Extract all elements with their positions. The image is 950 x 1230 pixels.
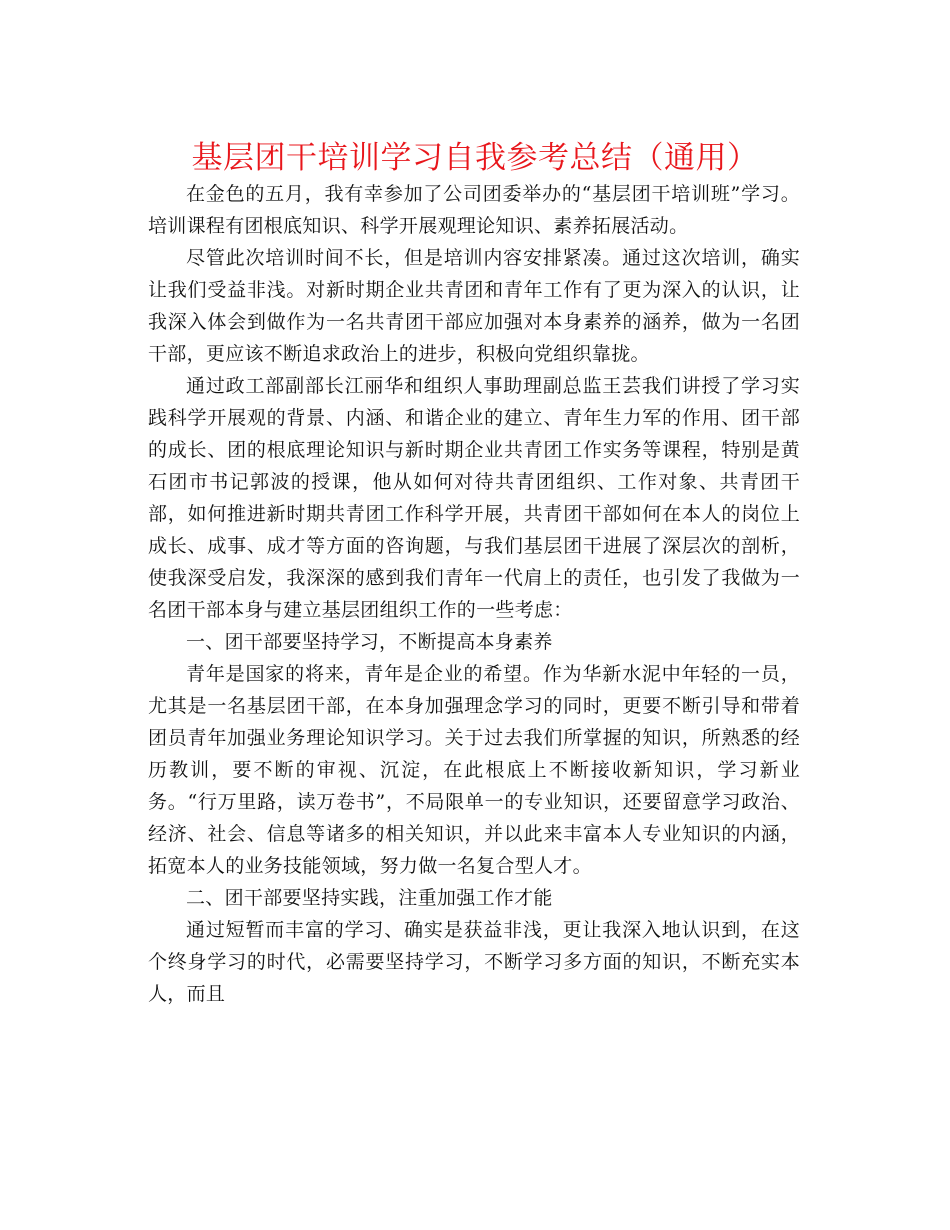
paragraph-section-2: 通过短暂而丰富的学习、确实是获益非浅，更让我深入地认识到，在这个终身学习的时代，必需要坚持学习，不断学习多方面的知识，不断充实本人，而且 xyxy=(148,919,800,1005)
paragraph-section-1: 青年是国家的将来，青年是企业的希望。作为华新水泥中年轻的一员，尤其是一名基层团干部，在本身加强理念学习的同时，更要不断引导和带着团员青年加强业务理论知识学习。关于过去我们所掌握的知识，所熟悉的经历教训，要不断的审视、沉淀，在此根底上不断接收新知识，学习新业务。“行万里路，读万卷书”，不局限单一的专业知识，还要留意学习政治、经济、社会、信息等诸多的相关知识，并以此来丰富本人专业知识的内涵，拓宽本人的业务技能领域，努力做一名复合型人才。 xyxy=(148,663,800,877)
paragraph-course-content: 通过政工部副部长江丽华和组织人事助理副总监王芸我们讲授了学习实践科学开展观的背景、内涵、和谐企业的建立、青年生力军的作用、团干部的成长、团的根底理论知识与新时期企业共青团工作实务等课程，特别是黄石团市书记郭波的授课，他从如何对待共青团组织、工作对象、共青团干部，如何推进新时期共青团工作科学开展，共青团干部如何在本人的岗位上成长、成事、成才等方面的咨询题，与我们基层团干进展了深层次的剖析，使我深受启发，我深深的感到我们青年一代肩上的责任，也引发了我做为一名团干部本身与建立基层团组织工作的一些考虑： xyxy=(148,375,800,621)
paragraph-intro: 在金色的五月，我有幸参加了公司团委举办的“基层团干培训班”学习。培训课程有团根底知识、科学开展观理论知识、素养拓展活动。 xyxy=(148,183,800,237)
section-heading-2: 二、团干部要坚持实践，注重加强工作才能 xyxy=(186,887,553,909)
paragraph-training-impression: 尽管此次培训时间不长，但是培训内容安排紧凑。通过这次培训，确实让我们受益非浅。对新时期企业共青团和青年工作有了更为深入的认识，让我深入体会到做作为一名共青团干部应加强对本身素养的涵养，做为一名团干部，更应该不断追求政治上的进步，积极向党组织靠拢。 xyxy=(148,247,800,365)
document-title: 基层团干培训学习自我参考总结（通用） xyxy=(191,140,759,176)
document-body xyxy=(148,178,800,1010)
section-heading-1: 一、团干部要坚持学习，不断提高本身素养 xyxy=(186,631,553,653)
